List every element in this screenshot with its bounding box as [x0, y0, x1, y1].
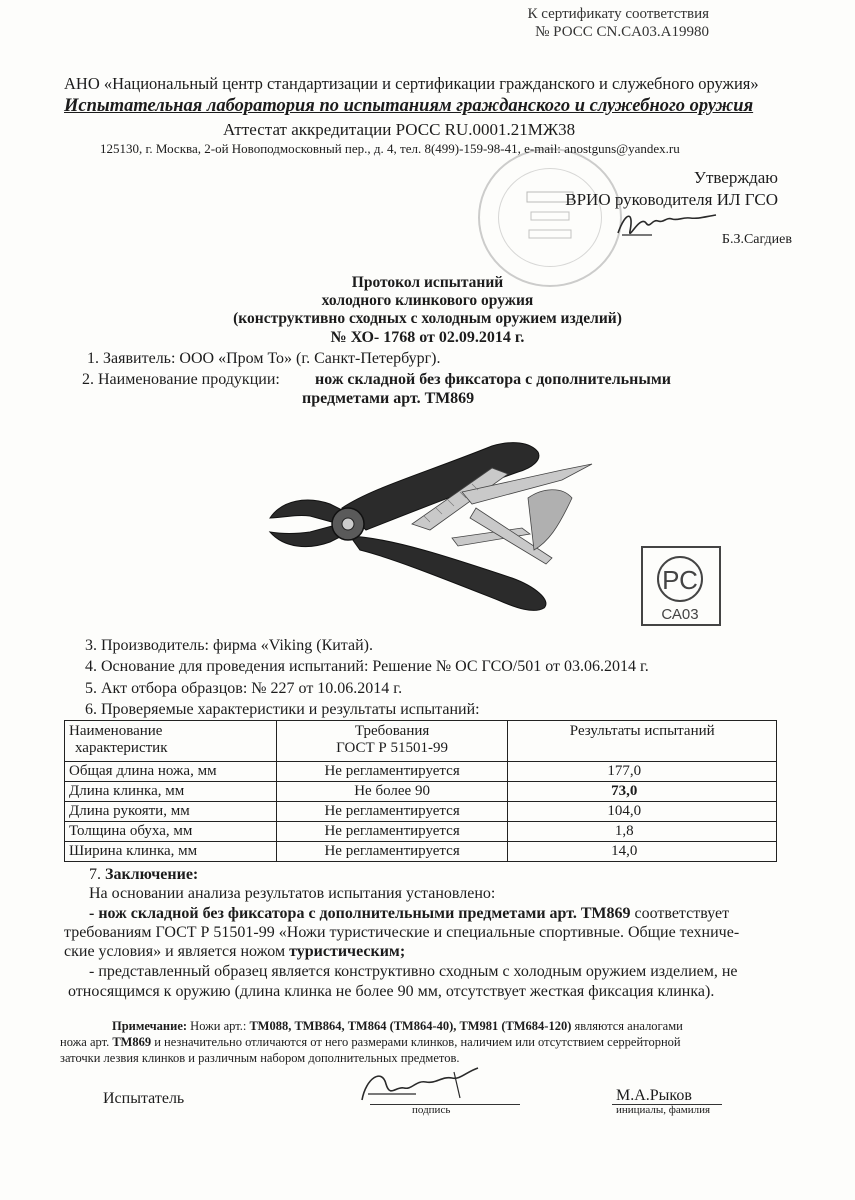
row-characteristic: Толщина обуха, мм — [65, 822, 277, 842]
seal-stamp-inner — [498, 168, 602, 267]
row-result: 73,0 — [508, 782, 777, 802]
results-table — [64, 720, 777, 862]
row-result: 1,8 — [508, 822, 777, 842]
conclusion-intro: На основании анализа результатов испытания установлено: — [89, 885, 496, 902]
name-caption: инициалы, фамилия — [616, 1104, 711, 1116]
accreditation: Аттестат аккредитации РОСС RU.0001.21МЖ38 — [223, 120, 576, 139]
note-line-1: Примечание: Ножи арт.: ТМ088, ТМВ864, ТМ864 (ТМ864-40), ТМ981 (ТМ684-120) являются аналогами — [112, 1019, 683, 1033]
protocol-title: Протокол испытаний — [351, 274, 504, 291]
certificate-reference-line-1: К сертификату соответствия — [527, 6, 709, 22]
conclusion-point-1-line-2: требованиям ГОСТ Р 51501-99 «Ножи туристические и специальные спортивные. Общие техниче- — [64, 924, 740, 941]
row-requirement: Не регламентируется — [276, 762, 508, 782]
certification-mark-icon — [640, 545, 722, 627]
organization-name: АНО «Национальный центр стандартизации и сертификации гражданского и служебного оружия» — [64, 74, 759, 93]
certification-mark-code: СА03 — [661, 606, 699, 623]
tester-name: М.А.Рыков — [616, 1087, 692, 1104]
conclusion-point-1: - нож складной без фиксатора с дополнительными предметами арт. ТМ869 соответствует — [89, 905, 730, 922]
product-label: 2. Наименование продукции: — [82, 371, 280, 388]
row-requirement: Не регламентируется — [276, 802, 508, 822]
test-basis: 4. Основание для проведения испытаний: Решение № ОС ГСО/501 от 03.06.2014 г. — [85, 658, 649, 675]
sampling-act: 5. Акт отбора образцов: № 227 от 10.06.2014 г. — [85, 680, 403, 697]
table-row — [65, 782, 777, 802]
row-characteristic: Длина рукояти, мм — [65, 802, 277, 822]
approval-position: ВРИО руководителя ИЛ ГСО — [565, 190, 778, 209]
table-header-requirement: Требования ГОСТ Р 51501-99 — [276, 721, 508, 762]
product-value-line-2: предметами арт. ТМ869 — [302, 390, 475, 407]
conclusion-point-2: - представленный образец является конструктивно сходным с холодным оружием изделием, не — [89, 963, 738, 980]
protocol-subtitle: холодного клинкового оружия — [321, 292, 534, 309]
table-header-row — [65, 721, 777, 762]
conclusion-heading: 7. Заключение: — [89, 866, 199, 883]
approval-title: Утверждаю — [693, 168, 778, 187]
protocol-description: (конструктивно сходных с холодным оружием изделий) — [233, 310, 622, 327]
approval-signature — [612, 205, 722, 245]
manufacturer: 3. Производитель: фирма «Viking (Китай). — [85, 637, 373, 654]
row-characteristic: Ширина клинка, мм — [65, 842, 277, 862]
product-value-line-1: нож складной без фиксатора с дополнительными — [315, 371, 671, 388]
table-row — [65, 762, 777, 782]
checked-characteristics: 6. Проверяемые характеристики и результаты испытаний: — [85, 701, 480, 718]
row-requirement: Не регламентируется — [276, 842, 508, 862]
row-requirement: Не более 90 — [276, 782, 508, 802]
row-result: 104,0 — [508, 802, 777, 822]
certificate-reference-line-2: № РОСС CN.CA03.A19980 — [535, 24, 709, 40]
multitool-image — [262, 438, 602, 613]
conclusion-point-2-line-2: относящимся к оружию (длина клинка не более 90 мм, отсутствует жесткая фиксация клинка). — [68, 983, 715, 1000]
row-characteristic: Длина клинка, мм — [65, 782, 277, 802]
protocol-number: № ХО- 1768 от 02.09.2014 г. — [330, 329, 525, 346]
table-row — [65, 842, 777, 862]
signature-caption: подпись — [412, 1104, 451, 1116]
row-result: 14,0 — [508, 842, 777, 862]
row-characteristic: Общая длина ножа, мм — [65, 762, 277, 782]
certification-mark-letters: РС — [662, 565, 698, 595]
approval-name: Б.З.Сагдиев — [721, 232, 792, 247]
table-row — [65, 802, 777, 822]
note-line-2: ножа арт. ТМ869 и незначительно отличаются от него размерами клинков, наличием или отсутствием серрейторной — [60, 1035, 681, 1049]
row-requirement: Не регламентируется — [276, 822, 508, 842]
seal-stamp — [478, 148, 622, 287]
conclusion-point-1-line-3: ские условия» и является ножом туристическим; — [64, 943, 406, 960]
note-line-3: заточки лезвия клинков и различным набором дополнительных предметов. — [60, 1051, 460, 1065]
table-header-result: Результаты испытаний — [508, 721, 777, 762]
table-header-characteristic: Наименование характеристик — [65, 721, 277, 762]
tester-label: Испытатель — [103, 1090, 185, 1107]
laboratory-name: Испытательная лаборатория по испытаниям гражданского и служебного оружия — [64, 96, 754, 116]
applicant: 1. Заявитель: ООО «Пром То» (г. Санкт-Петербург). — [87, 350, 441, 367]
row-result: 177,0 — [508, 762, 777, 782]
table-row — [65, 822, 777, 842]
address-line: 125130, г. Москва, 2-ой Новоподмосковный пер., д. 4, тел. 8(499)-159-98-41, e-mail: anostguns@yandex.ru — [100, 141, 680, 156]
